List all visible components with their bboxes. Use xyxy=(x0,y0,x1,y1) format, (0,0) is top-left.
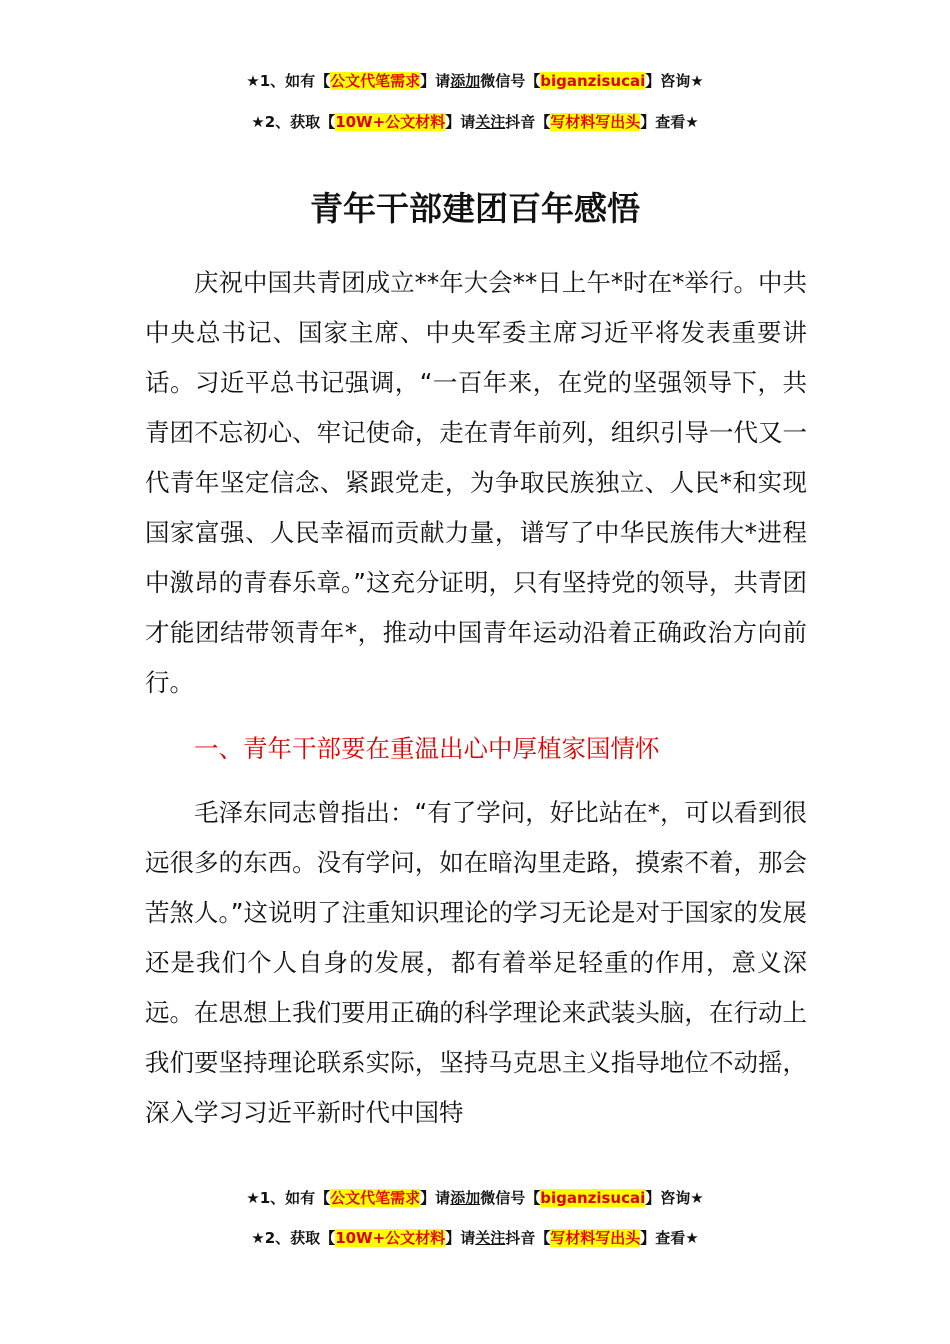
banner-text: 】请 xyxy=(445,113,476,131)
bottom-banner-line-1 xyxy=(0,1187,950,1209)
banner-text: 微信号【 xyxy=(480,1189,541,1207)
banner-highlight: biganzisucai xyxy=(540,1189,646,1207)
banner-text: 】咨询★ xyxy=(645,72,704,90)
banner-text: ★1、如有【 xyxy=(246,72,331,90)
banner-text: ★2、获取【 xyxy=(251,113,336,131)
banner-text: 】查看★ xyxy=(640,113,699,131)
banner-highlight: 写材料写出头 xyxy=(550,1229,641,1247)
banner-underlined: 关注 xyxy=(475,113,506,131)
banner-underlined: 添加 xyxy=(450,72,481,90)
document-title: 青年干部建团百年感悟 xyxy=(310,189,640,228)
banner-highlight: 写材料写出头 xyxy=(550,113,641,131)
banner-highlight: 10W+公文材料 xyxy=(335,1229,446,1247)
body-section-1 xyxy=(145,258,807,708)
top-banner-line-2 xyxy=(0,111,950,133)
banner-text: ★2、获取【 xyxy=(251,1229,336,1247)
banner-text: 】查看★ xyxy=(640,1229,699,1247)
banner-highlight: 公文代笔需求 xyxy=(330,1189,421,1207)
section-heading-1: 一、青年干部要在重温出心中厚植家国情怀 xyxy=(194,734,660,763)
banner-highlight: 10W+公文材料 xyxy=(335,113,446,131)
banner-text: 抖音【 xyxy=(505,113,551,131)
banner-highlight: 公文代笔需求 xyxy=(330,72,421,90)
top-banner-line-1 xyxy=(0,70,950,92)
banner-highlight: biganzisucai xyxy=(540,72,646,90)
bottom-banner-line-2 xyxy=(0,1227,950,1249)
banner-text: 抖音【 xyxy=(505,1229,551,1247)
banner-underlined: 添加 xyxy=(450,1189,481,1207)
paragraph-intro: 庆祝中国共青团成立**年大会**日上午*时在*举行。中共中央总书记、国家主席、中央军委主席习近平将发表重要讲话。习近平总书记强调，“一百年来，在党的坚强领导下，共青团不忘初心、牢记使命，走在青年前列，组织引导一代又一代青年坚定信念、紧跟党走，为争取民族独立、人民*和实现国家富强、人民幸福而贡献力量，谱写了中华民族伟大*进程中激昂的青春乐章。”这充分证明，只有坚持党的领导，共青团才能团结带领青年*，推动中国青年运动沿着正确政治方向前行。 xyxy=(145,268,807,697)
banner-underlined: 关注 xyxy=(475,1229,506,1247)
banner-text: 微信号【 xyxy=(480,72,541,90)
banner-text: 】请 xyxy=(420,1189,451,1207)
banner-text: 】请 xyxy=(445,1229,476,1247)
banner-text: 】请 xyxy=(420,72,451,90)
banner-text: ★1、如有【 xyxy=(246,1189,331,1207)
banner-text: 】咨询★ xyxy=(645,1189,704,1207)
body-section-2 xyxy=(145,788,807,1138)
paragraph-section-1: 毛泽东同志曾指出：“有了学问，好比站在*，可以看到很远很多的东西。没有学问，如在暗沟里走路，摸索不着，那会苦煞人。”这说明了注重知识理论的学习无论是对于国家的发展还是我们个人自身的发展，都有着举足轻重的作用，意义深远。在思想上我们要用正确的科学理论来武装头脑，在行动上我们要坚持理论联系实际，坚持马克思主义指导地位不动摇，深入学习习近平新时代中国特 xyxy=(145,798,807,1127)
